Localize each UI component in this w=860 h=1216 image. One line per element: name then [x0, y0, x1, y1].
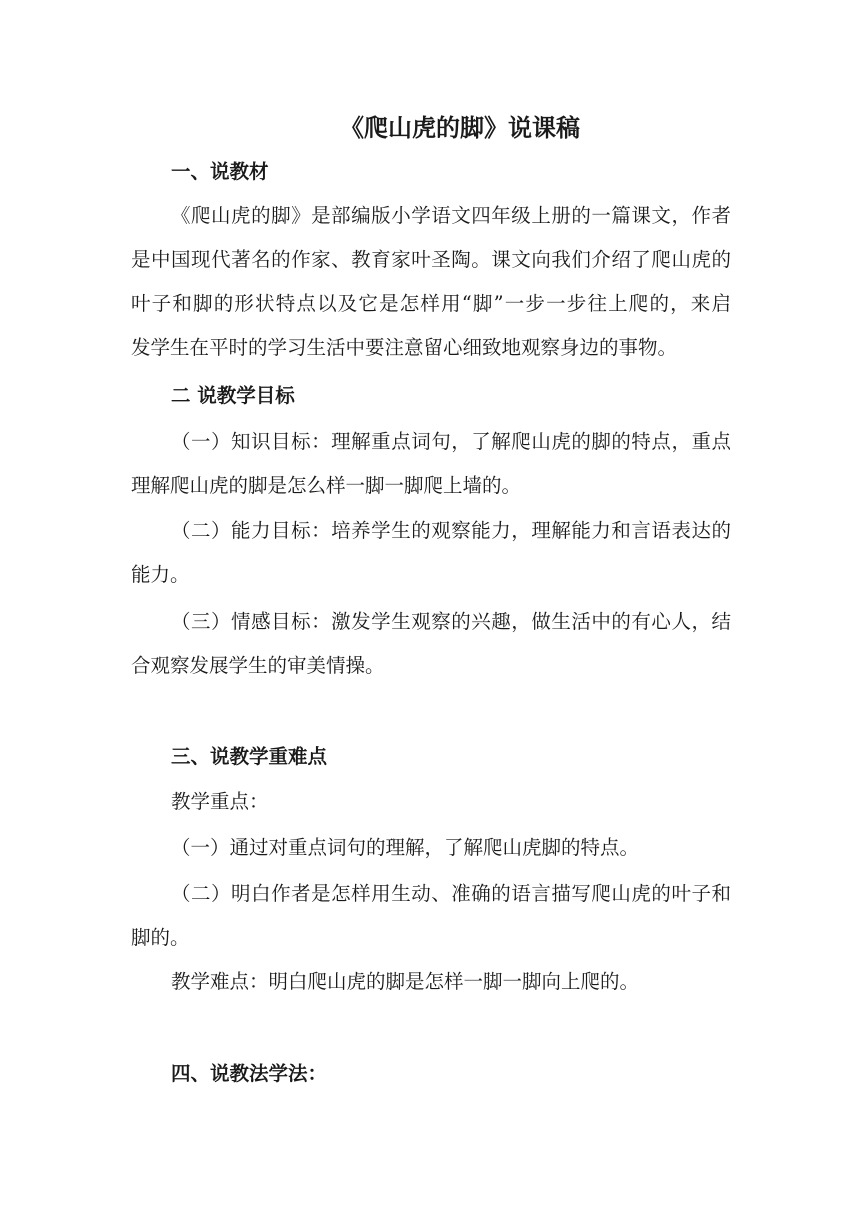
paragraph-line: 教学难点：明白爬山虎的脚是怎样一脚一脚向上爬的。 [171, 970, 640, 993]
paragraph-line: 合观察发展学生的审美情操。 [131, 654, 385, 677]
paragraph-line: 《爬山虎的脚》是部编版小学语文四年级上册的一篇课文，作者 [171, 204, 731, 227]
paragraph-line: 脚的。 [131, 926, 190, 949]
section-heading-goals: 二 说教学目标 [171, 384, 295, 407]
section-heading-textbook: 一、说教材 [171, 160, 269, 183]
paragraph-line: 能力。 [131, 563, 190, 586]
paragraph-line: （三）情感目标：激发学生观察的兴趣，做生活中的有心人，结 [171, 610, 731, 633]
key-label [131, 780, 731, 824]
paragraph-line: 叶子和脚的形状特点以及它是怎样用“脚”一步一步往上爬的，来启 [131, 292, 731, 315]
section-heading-key-points: 三、说教学重难点 [171, 745, 328, 768]
difficulty-point [131, 960, 731, 1004]
paragraph-line: （二）能力目标：培养学生的观察能力，理解能力和言语表达的 [171, 519, 731, 542]
paragraph-line: 教学重点： [171, 790, 269, 813]
goal-knowledge [131, 420, 731, 508]
paragraph-line: 发学生在平时的学习生活中要注意留心细致地观察身边的事物。 [131, 336, 678, 359]
paragraph-line: （二）明白作者是怎样用生动、准确的语言描写爬山虎的叶子和 [171, 882, 731, 905]
paragraph-textbook [131, 194, 731, 370]
paragraph-line: （一）通过对重点词句的理解，了解爬山虎脚的特点。 [171, 836, 640, 859]
key-point-2 [131, 872, 731, 960]
paragraph-line: （一）知识目标：理解重点词句，了解爬山虎的脚的特点，重点 [171, 430, 731, 453]
paragraph-line: 是中国现代著名的作家、教育家叶圣陶。课文向我们介绍了爬山虎的 [131, 248, 731, 271]
paragraph-line: 理解爬山虎的脚是怎么样一脚一脚爬上墙的。 [131, 474, 522, 497]
section-heading-methods: 四、说教法学法： [171, 1062, 328, 1085]
goal-emotion [131, 600, 731, 688]
key-point-1 [131, 826, 731, 870]
document-title: 《爬山虎的脚》说课稿 [340, 113, 580, 142]
goal-ability [131, 509, 731, 597]
